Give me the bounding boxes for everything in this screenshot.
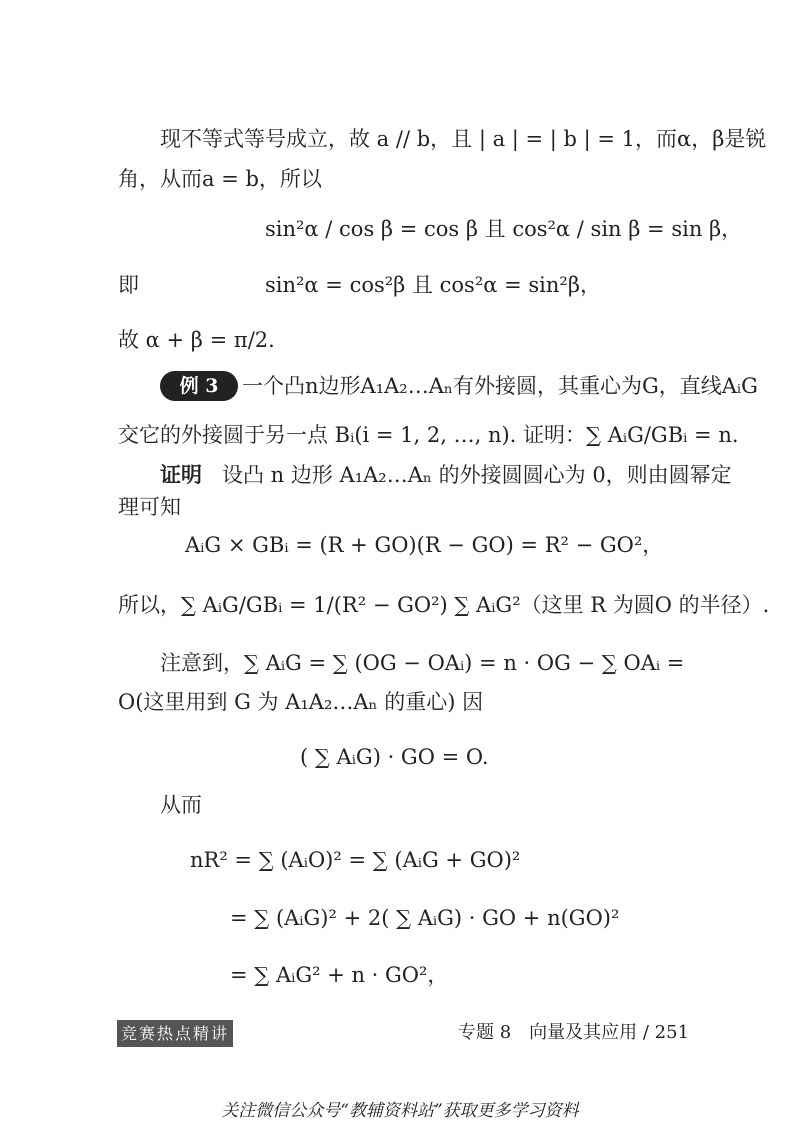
equation-3: AᵢG × GBᵢ = (R + GO)(R − GO) = R² − GO²， xyxy=(185,533,664,557)
equation-4: 所以，∑ AᵢG/GBᵢ = 1/(R² − GO²) ∑ AᵢG²（这里 R 为圆O 的半径）. xyxy=(118,593,770,617)
conclusion-line: 故 α + β = π/2. xyxy=(118,328,275,352)
proof-label: 证明 xyxy=(160,462,202,487)
text-line-1: 现不等式等号成立，故 a // b，且 | a | = | b | = 1，而α，β是锐 xyxy=(160,127,767,151)
proof-line-2: 理可知 xyxy=(118,495,181,519)
watermark-note: 关注微信公众号“教辅资料站”获取更多学习资料 xyxy=(221,1101,579,1121)
text-line-2: 角，从而a = b，所以 xyxy=(118,167,322,191)
equation-1: sin²α / cos β = cos β 且 cos²α / sin β = sin β， xyxy=(265,217,743,241)
equation-9: = ∑ AᵢG² + n · GO²， xyxy=(230,963,449,987)
page-footer: 专题 8 向量及其应用 / 251 xyxy=(458,1022,690,1043)
example-line-1: 一个凸n边形A₁A₂…Aₙ有外接圆，其重心为G，直线AᵢG xyxy=(242,374,758,398)
equation-5b: O(这里用到 G 为 A₁A₂…Aₙ 的重心) 因 xyxy=(118,690,484,714)
ji-label: 即 xyxy=(118,273,139,297)
equation-6: ( ∑ AᵢG) · GO = O. xyxy=(300,745,489,769)
example-badge: 例 3 xyxy=(160,371,238,401)
equation-7: nR² = ∑ (AᵢO)² = ∑ (AᵢG + GO)² xyxy=(190,848,521,872)
proof-line-1: 设凸 n 边形 A₁A₂…Aₙ 的外接圆圆心为 0，则由圆幂定 xyxy=(222,463,732,487)
section-tag: 竞赛热点精讲 xyxy=(117,1020,233,1047)
equation-5: 注意到，∑ AᵢG = ∑ (OG − OAᵢ) = n · OG − ∑ OAᵢ = xyxy=(160,651,685,675)
equation-2: sin²α = cos²β 且 cos²α = sin²β， xyxy=(265,273,601,297)
congerr-label: 从而 xyxy=(160,793,202,817)
equation-8: = ∑ (AᵢG)² + 2( ∑ AᵢG) · GO + n(GO)² xyxy=(230,906,620,930)
example-line-2: 交它的外接圆于另一点 Bᵢ(i = 1, 2, …, n). 证明：∑ AᵢG/GBᵢ = n. xyxy=(118,423,739,447)
